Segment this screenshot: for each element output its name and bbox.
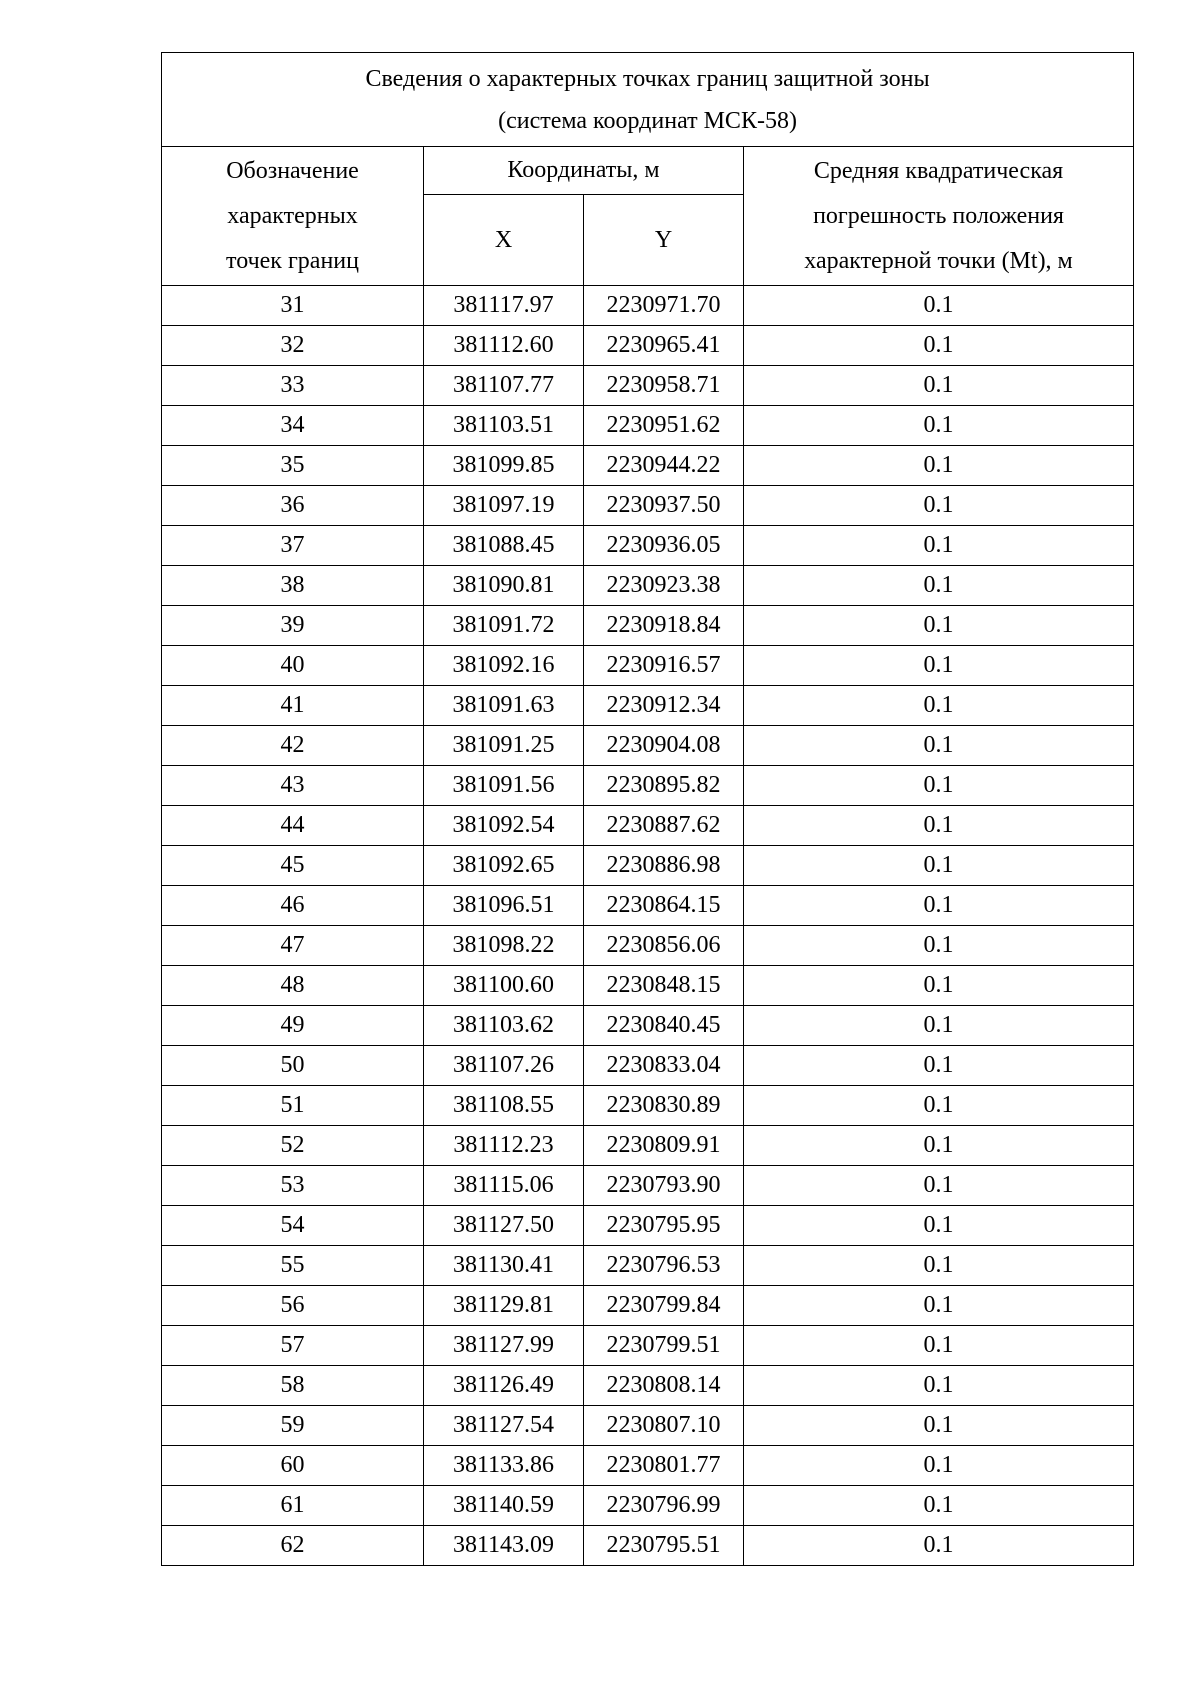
x-coordinate-cell: 381133.86 — [424, 1446, 584, 1486]
point-number-cell: 53 — [162, 1166, 424, 1206]
y-coordinate-cell: 2230796.99 — [584, 1486, 744, 1526]
point-number-cell: 59 — [162, 1406, 424, 1446]
mt-error-cell: 0.1 — [744, 926, 1134, 966]
mt-error-cell: 0.1 — [744, 1206, 1134, 1246]
table-row — [162, 286, 1134, 326]
table-row — [162, 1366, 1134, 1406]
y-coordinate-cell: 2230918.84 — [584, 606, 744, 646]
x-coordinate-cell: 381103.62 — [424, 1006, 584, 1046]
y-coordinate-cell: 2230958.71 — [584, 366, 744, 406]
table-row — [162, 806, 1134, 846]
point-number-cell: 52 — [162, 1126, 424, 1166]
y-coordinate-cell: 2230840.45 — [584, 1006, 744, 1046]
table-row — [162, 1286, 1134, 1326]
mt-error-cell: 0.1 — [744, 806, 1134, 846]
point-number-cell: 33 — [162, 366, 424, 406]
point-number-cell: 58 — [162, 1366, 424, 1406]
table-row — [162, 1046, 1134, 1086]
header-error-line-1: Средняя квадратическая — [813, 157, 1064, 184]
x-coordinate-cell: 381127.50 — [424, 1206, 584, 1246]
x-coordinate-cell: 381088.45 — [424, 526, 584, 566]
x-coordinate-cell: 381092.65 — [424, 846, 584, 886]
table-row — [162, 646, 1134, 686]
y-coordinate-cell: 2230937.50 — [584, 486, 744, 526]
point-number-cell: 57 — [162, 1326, 424, 1366]
table-row — [162, 526, 1134, 566]
y-coordinate-cell: 2230923.38 — [584, 566, 744, 606]
mt-error-cell: 0.1 — [744, 646, 1134, 686]
point-number-cell: 43 — [162, 766, 424, 806]
x-coordinate-cell: 381103.51 — [424, 406, 584, 446]
x-coordinate-cell: 381112.23 — [424, 1126, 584, 1166]
x-coordinate-cell: 381091.25 — [424, 726, 584, 766]
table-row — [162, 446, 1134, 486]
y-coordinate-cell: 2230965.41 — [584, 326, 744, 366]
point-number-cell: 47 — [162, 926, 424, 966]
point-number-cell: 38 — [162, 566, 424, 606]
point-number-cell: 34 — [162, 406, 424, 446]
table-row — [162, 366, 1134, 406]
y-coordinate-cell: 2230848.15 — [584, 966, 744, 1006]
title-row — [162, 53, 1134, 147]
y-coordinate-cell: 2230944.22 — [584, 446, 744, 486]
table-row — [162, 1086, 1134, 1126]
mt-error-cell: 0.1 — [744, 1046, 1134, 1086]
x-coordinate-cell: 381115.06 — [424, 1166, 584, 1206]
y-coordinate-cell: 2230799.84 — [584, 1286, 744, 1326]
x-coordinate-cell: 381098.22 — [424, 926, 584, 966]
y-coordinate-cell: 2230887.62 — [584, 806, 744, 846]
mt-error-cell: 0.1 — [744, 1286, 1134, 1326]
point-number-cell: 44 — [162, 806, 424, 846]
table-row — [162, 726, 1134, 766]
x-coordinate-cell: 381130.41 — [424, 1246, 584, 1286]
y-coordinate-cell: 2230971.70 — [584, 286, 744, 326]
mt-error-cell: 0.1 — [744, 1006, 1134, 1046]
point-number-cell: 56 — [162, 1286, 424, 1326]
x-coordinate-cell: 381092.16 — [424, 646, 584, 686]
point-number-cell: 45 — [162, 846, 424, 886]
x-coordinate-cell: 381127.54 — [424, 1406, 584, 1446]
y-coordinate-cell: 2230795.51 — [584, 1526, 744, 1566]
mt-error-cell: 0.1 — [744, 1486, 1134, 1526]
y-coordinate-cell: 2230912.34 — [584, 686, 744, 726]
point-number-cell: 54 — [162, 1206, 424, 1246]
x-coordinate-cell: 381143.09 — [424, 1526, 584, 1566]
mt-error-cell: 0.1 — [744, 1526, 1134, 1566]
table-row — [162, 566, 1134, 606]
table-row — [162, 606, 1134, 646]
y-coordinate-cell: 2230951.62 — [584, 406, 744, 446]
mt-error-cell: 0.1 — [744, 766, 1134, 806]
mt-error-cell: 0.1 — [744, 526, 1134, 566]
y-coordinate-cell: 2230904.08 — [584, 726, 744, 766]
header-y: Y — [584, 195, 744, 286]
header-error-line-3: характерной точки (Mt), м — [804, 247, 1073, 274]
y-coordinate-cell: 2230895.82 — [584, 766, 744, 806]
y-coordinate-cell: 2230809.91 — [584, 1126, 744, 1166]
x-coordinate-cell: 381096.51 — [424, 886, 584, 926]
point-number-cell: 31 — [162, 286, 424, 326]
point-number-cell: 51 — [162, 1086, 424, 1126]
table-row — [162, 766, 1134, 806]
point-number-cell: 55 — [162, 1246, 424, 1286]
x-coordinate-cell: 381140.59 — [424, 1486, 584, 1526]
header-designation — [162, 147, 424, 286]
y-coordinate-cell: 2230886.98 — [584, 846, 744, 886]
x-coordinate-cell: 381126.49 — [424, 1366, 584, 1406]
x-coordinate-cell: 381117.97 — [424, 286, 584, 326]
point-number-cell: 46 — [162, 886, 424, 926]
mt-error-cell: 0.1 — [744, 366, 1134, 406]
table-row — [162, 1446, 1134, 1486]
header-error — [744, 147, 1134, 286]
mt-error-cell: 0.1 — [744, 606, 1134, 646]
header-row — [162, 147, 1134, 195]
table-row — [162, 1526, 1134, 1566]
point-number-cell: 62 — [162, 1526, 424, 1566]
x-coordinate-cell: 381090.81 — [424, 566, 584, 606]
table-title — [162, 53, 1134, 147]
x-coordinate-cell: 381127.99 — [424, 1326, 584, 1366]
table-row — [162, 1486, 1134, 1526]
table-row — [162, 966, 1134, 1006]
mt-error-cell: 0.1 — [744, 886, 1134, 926]
x-coordinate-cell: 381091.72 — [424, 606, 584, 646]
mt-error-cell: 0.1 — [744, 846, 1134, 886]
y-coordinate-cell: 2230793.90 — [584, 1166, 744, 1206]
table-row — [162, 686, 1134, 726]
point-number-cell: 50 — [162, 1046, 424, 1086]
x-coordinate-cell: 381112.60 — [424, 326, 584, 366]
point-number-cell: 48 — [162, 966, 424, 1006]
table-row — [162, 1406, 1134, 1446]
point-number-cell: 61 — [162, 1486, 424, 1526]
table-title-line-1: Сведения о характерных точках границ защитной зоны — [365, 65, 930, 92]
point-number-cell: 49 — [162, 1006, 424, 1046]
y-coordinate-cell: 2230801.77 — [584, 1446, 744, 1486]
header-designation-line-2: характерных — [227, 202, 358, 229]
point-number-cell: 42 — [162, 726, 424, 766]
x-coordinate-cell: 381092.54 — [424, 806, 584, 846]
y-coordinate-cell: 2230936.05 — [584, 526, 744, 566]
x-coordinate-cell: 381107.26 — [424, 1046, 584, 1086]
mt-error-cell: 0.1 — [744, 1246, 1134, 1286]
table-row — [162, 326, 1134, 366]
mt-error-cell: 0.1 — [744, 966, 1134, 1006]
mt-error-cell: 0.1 — [744, 1446, 1134, 1486]
table-row — [162, 926, 1134, 966]
x-coordinate-cell: 381108.55 — [424, 1086, 584, 1126]
mt-error-cell: 0.1 — [744, 486, 1134, 526]
table-row — [162, 486, 1134, 526]
mt-error-cell: 0.1 — [744, 1326, 1134, 1366]
header-coordinates: Координаты, м — [424, 147, 744, 195]
mt-error-cell: 0.1 — [744, 406, 1134, 446]
x-coordinate-cell: 381099.85 — [424, 446, 584, 486]
table-row — [162, 1246, 1134, 1286]
point-number-cell: 32 — [162, 326, 424, 366]
mt-error-cell: 0.1 — [744, 326, 1134, 366]
x-coordinate-cell: 381100.60 — [424, 966, 584, 1006]
point-number-cell: 35 — [162, 446, 424, 486]
header-x: X — [424, 195, 584, 286]
x-coordinate-cell: 381107.77 — [424, 366, 584, 406]
point-number-cell: 37 — [162, 526, 424, 566]
mt-error-cell: 0.1 — [744, 726, 1134, 766]
mt-error-cell: 0.1 — [744, 1086, 1134, 1126]
y-coordinate-cell: 2230807.10 — [584, 1406, 744, 1446]
table-row — [162, 406, 1134, 446]
table-row — [162, 1206, 1134, 1246]
table-row — [162, 1326, 1134, 1366]
y-coordinate-cell: 2230795.95 — [584, 1206, 744, 1246]
table-row — [162, 1126, 1134, 1166]
header-designation-line-3: точек границ — [226, 247, 359, 274]
y-coordinate-cell: 2230833.04 — [584, 1046, 744, 1086]
table-title-line-2: (система координат МСК-58) — [498, 107, 797, 134]
boundary-points-table — [161, 52, 1134, 1566]
table-row — [162, 846, 1134, 886]
point-number-cell: 41 — [162, 686, 424, 726]
y-coordinate-cell: 2230796.53 — [584, 1246, 744, 1286]
table-row — [162, 1166, 1134, 1206]
y-coordinate-cell: 2230808.14 — [584, 1366, 744, 1406]
table-body — [162, 53, 1134, 1566]
mt-error-cell: 0.1 — [744, 1166, 1134, 1206]
x-coordinate-cell: 381097.19 — [424, 486, 584, 526]
point-number-cell: 39 — [162, 606, 424, 646]
header-designation-line-1: Обозначение — [226, 157, 359, 184]
y-coordinate-cell: 2230916.57 — [584, 646, 744, 686]
y-coordinate-cell: 2230856.06 — [584, 926, 744, 966]
x-coordinate-cell: 381129.81 — [424, 1286, 584, 1326]
mt-error-cell: 0.1 — [744, 566, 1134, 606]
mt-error-cell: 0.1 — [744, 286, 1134, 326]
y-coordinate-cell: 2230864.15 — [584, 886, 744, 926]
mt-error-cell: 0.1 — [744, 1406, 1134, 1446]
x-coordinate-cell: 381091.56 — [424, 766, 584, 806]
y-coordinate-cell: 2230799.51 — [584, 1326, 744, 1366]
x-coordinate-cell: 381091.63 — [424, 686, 584, 726]
header-error-line-2: погрешность положения — [813, 202, 1064, 229]
mt-error-cell: 0.1 — [744, 686, 1134, 726]
mt-error-cell: 0.1 — [744, 1126, 1134, 1166]
mt-error-cell: 0.1 — [744, 446, 1134, 486]
y-coordinate-cell: 2230830.89 — [584, 1086, 744, 1126]
table-row — [162, 1006, 1134, 1046]
point-number-cell: 40 — [162, 646, 424, 686]
point-number-cell: 60 — [162, 1446, 424, 1486]
table-row — [162, 886, 1134, 926]
mt-error-cell: 0.1 — [744, 1366, 1134, 1406]
point-number-cell: 36 — [162, 486, 424, 526]
